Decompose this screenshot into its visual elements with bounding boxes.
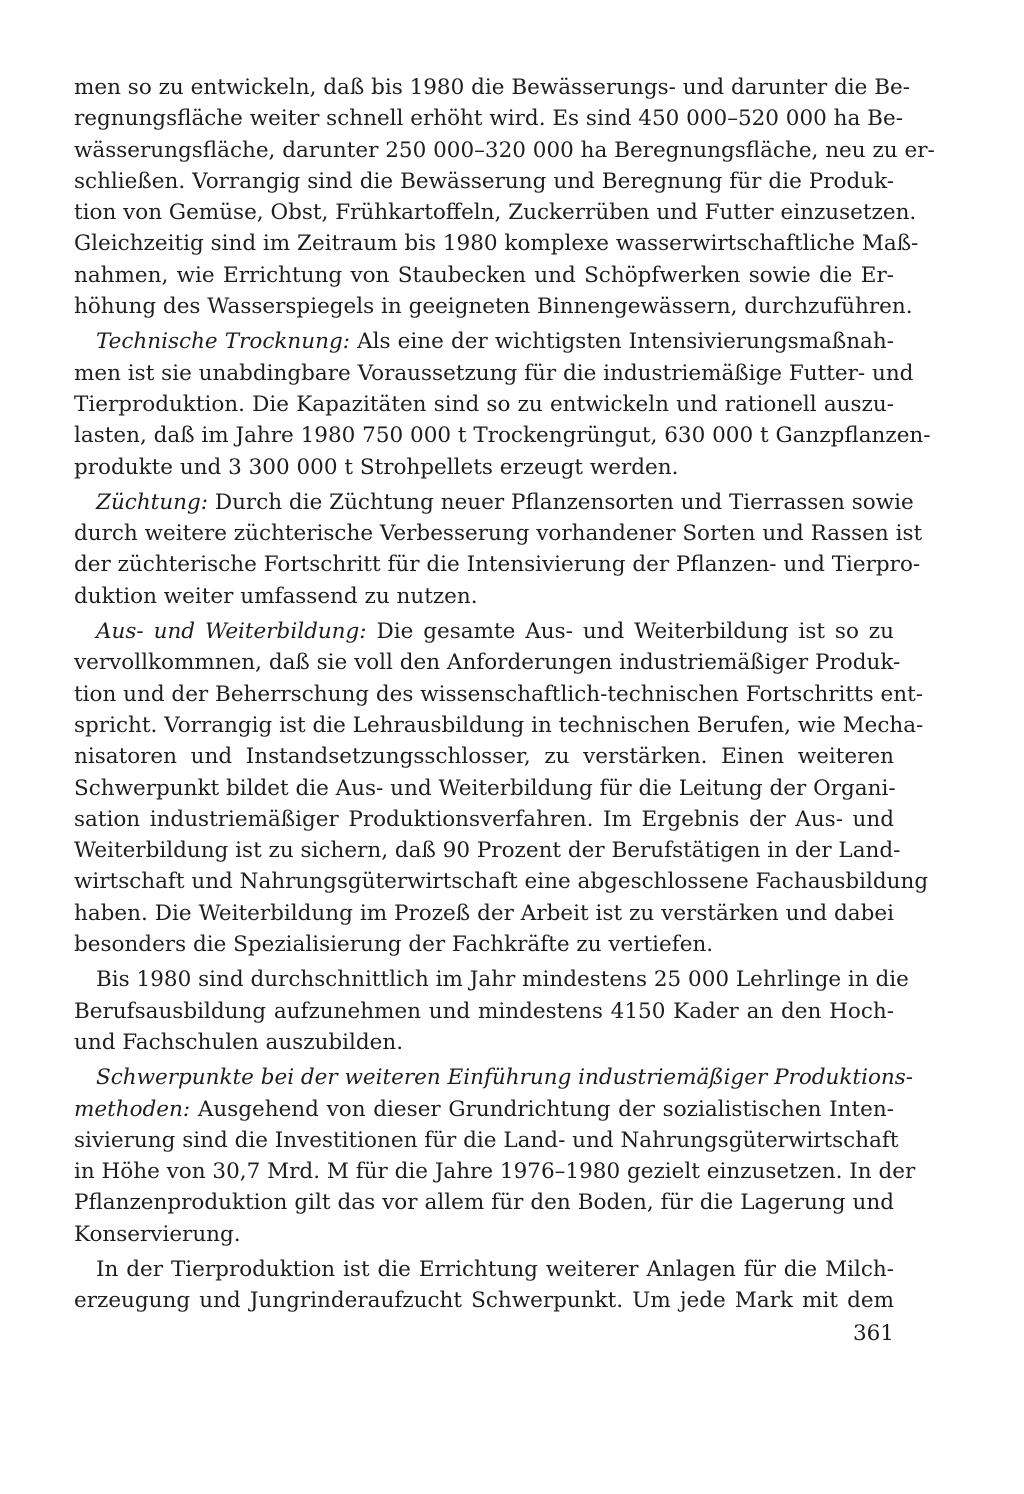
paragraph	[74, 72, 935, 322]
text-line: nisatoren und Instandsetzungsschlosser, zu verstärken. Einen weiteren	[74, 744, 894, 770]
text-line: in Höhe von 30,7 Mrd. M für die Jahre 1976–1980 gezielt einzusetzen. In der	[74, 1159, 916, 1185]
text-line: durch weitere züchterische Verbesserung vorhandener Sorten und Rassen ist	[74, 521, 923, 547]
text-line	[74, 487, 914, 518]
text-line: lasten, daß im Jahre 1980 750 000 t Trockengrüngut, 630 000 t Ganzpflanzen-	[74, 423, 931, 449]
paragraph	[74, 1254, 894, 1317]
text-line: Schwerpunkt bildet die Aus- und Weiterbildung für die Leitung der Organi-	[74, 775, 896, 801]
text-line: erzeugung und Jungrinderaufzucht Schwerpunkt. Um jede Mark mit dem	[74, 1288, 894, 1314]
text-line: regnungsfläche weiter schnell erhöht wird. Es sind 450 000–520 000 ha Be-	[74, 106, 903, 132]
text-run: Ausgehend von dieser Grundrichtung der sozialistischen Inten-	[190, 1096, 894, 1122]
text-line: tion von Gemüse, Obst, Frühkartoffeln, Zuckerrüben und Futter einzusetzen.	[74, 200, 917, 226]
text-line: Weiterbildung ist zu sichern, daß 90 Prozent der Berufstätigen in der Land-	[74, 838, 901, 864]
text-line: produkte und 3 300 000 t Strohpellets erzeugt werden.	[74, 454, 679, 480]
text-line: höhung des Wasserspiegels in geeigneten Binnengewässern, durchzuführen.	[74, 294, 913, 320]
text-line: Tierproduktion. Die Kapazitäten sind so zu entwickeln und rationell auszu-	[74, 391, 894, 417]
text-line: men so zu entwickeln, daß bis 1980 die Bewässerungs- und darunter die Be-	[74, 75, 911, 100]
text-line: Pflanzenproduktion gilt das vor allem für den Boden, für die Lagerung und	[74, 1190, 894, 1216]
page-body	[74, 72, 935, 1317]
text-line	[74, 1094, 894, 1125]
text-run: Durch die Züchtung neuer Pflanzensorten und Tierrassen sowie	[208, 489, 914, 515]
text-line: spricht. Vorrangig ist die Lehrausbildung in technischen Berufen, wie Mecha-	[74, 712, 924, 738]
text-line: sivierung sind die Investitionen für die Land- und Nahrungsgüterwirtschaft	[74, 1127, 899, 1153]
paragraph	[74, 1062, 916, 1250]
text-line: Konservierung.	[74, 1221, 241, 1247]
text-line: duktion weiter umfassend zu nutzen.	[74, 583, 478, 609]
text-line: Bis 1980 sind durchschnittlich im Jahr mindestens 25 000 Lehrlinge in die	[96, 967, 909, 993]
text-line: wässerungsfläche, darunter 250 000–320 000 ha Beregnungsfläche, neu zu er-	[74, 137, 935, 163]
text-line: vervollkommnen, daß sie voll den Anforderungen industriemäßiger Produk-	[74, 650, 901, 676]
section-lead: Aus- und Weiterbildung:	[96, 619, 367, 645]
text-line: haben. Die Weiterbildung im Prozeß der Arbeit ist zu verstärken und dabei	[74, 900, 894, 926]
text-line: nahmen, wie Errichtung von Staubecken und Schöpfwerken sowie die Er-	[74, 262, 894, 288]
paragraph	[74, 616, 929, 960]
text-line: der züchterische Fortschritt für die Intensivierung der Pflanzen- und Tierpro-	[74, 552, 921, 578]
text-line: tion und der Beherrschung des wissenschaftlich-technischen Fortschritts ent-	[74, 681, 924, 707]
text-line	[74, 616, 894, 647]
text-line: schließen. Vorrangig sind die Bewässerung und Beregnung für die Produk-	[74, 168, 894, 194]
text-line: sation industriemäßiger Produktionsverfahren. Im Ergebnis der Aus- und	[74, 806, 894, 832]
text-line: Gleichzeitig sind im Zeitraum bis 1980 komplexe wasserwirtschaftliche Maß-	[74, 231, 919, 257]
text-line: Berufsausbildung aufzunehmen und mindestens 4150 Kader an den Hoch-	[74, 998, 894, 1024]
text-line: wirtschaft und Nahrungsgüterwirtschaft eine abgeschlossene Fachausbildung	[74, 869, 929, 895]
paragraph	[74, 326, 931, 482]
text-line: besonders die Spezialisierung der Fachkräfte zu vertiefen.	[74, 932, 714, 958]
text-run: Als eine der wichtigsten Intensivierungsmaßnah-	[349, 329, 894, 355]
section-lead: Technische Trocknung:	[96, 329, 350, 355]
text-line	[74, 326, 894, 357]
text-run: Die gesamte Aus- und Weiterbildung ist so zu	[366, 619, 894, 645]
section-lead: Schwerpunkte bei der weiteren Einführung industriemäßiger Produktions-	[96, 1065, 914, 1091]
text-line: und Fachschulen auszubilden.	[74, 1029, 404, 1055]
paragraph	[74, 964, 909, 1058]
paragraph	[74, 487, 923, 612]
section-lead: methoden:	[74, 1096, 191, 1122]
text-line: In der Tierproduktion ist die Errichtung weiterer Anlagen für die Milch-	[96, 1256, 894, 1282]
text-line: men ist sie unabdingbare Voraussetzung für die industriemäßige Futter- und	[74, 360, 914, 386]
page-number: 361	[852, 1321, 894, 1346]
section-lead: Züchtung:	[96, 489, 209, 515]
